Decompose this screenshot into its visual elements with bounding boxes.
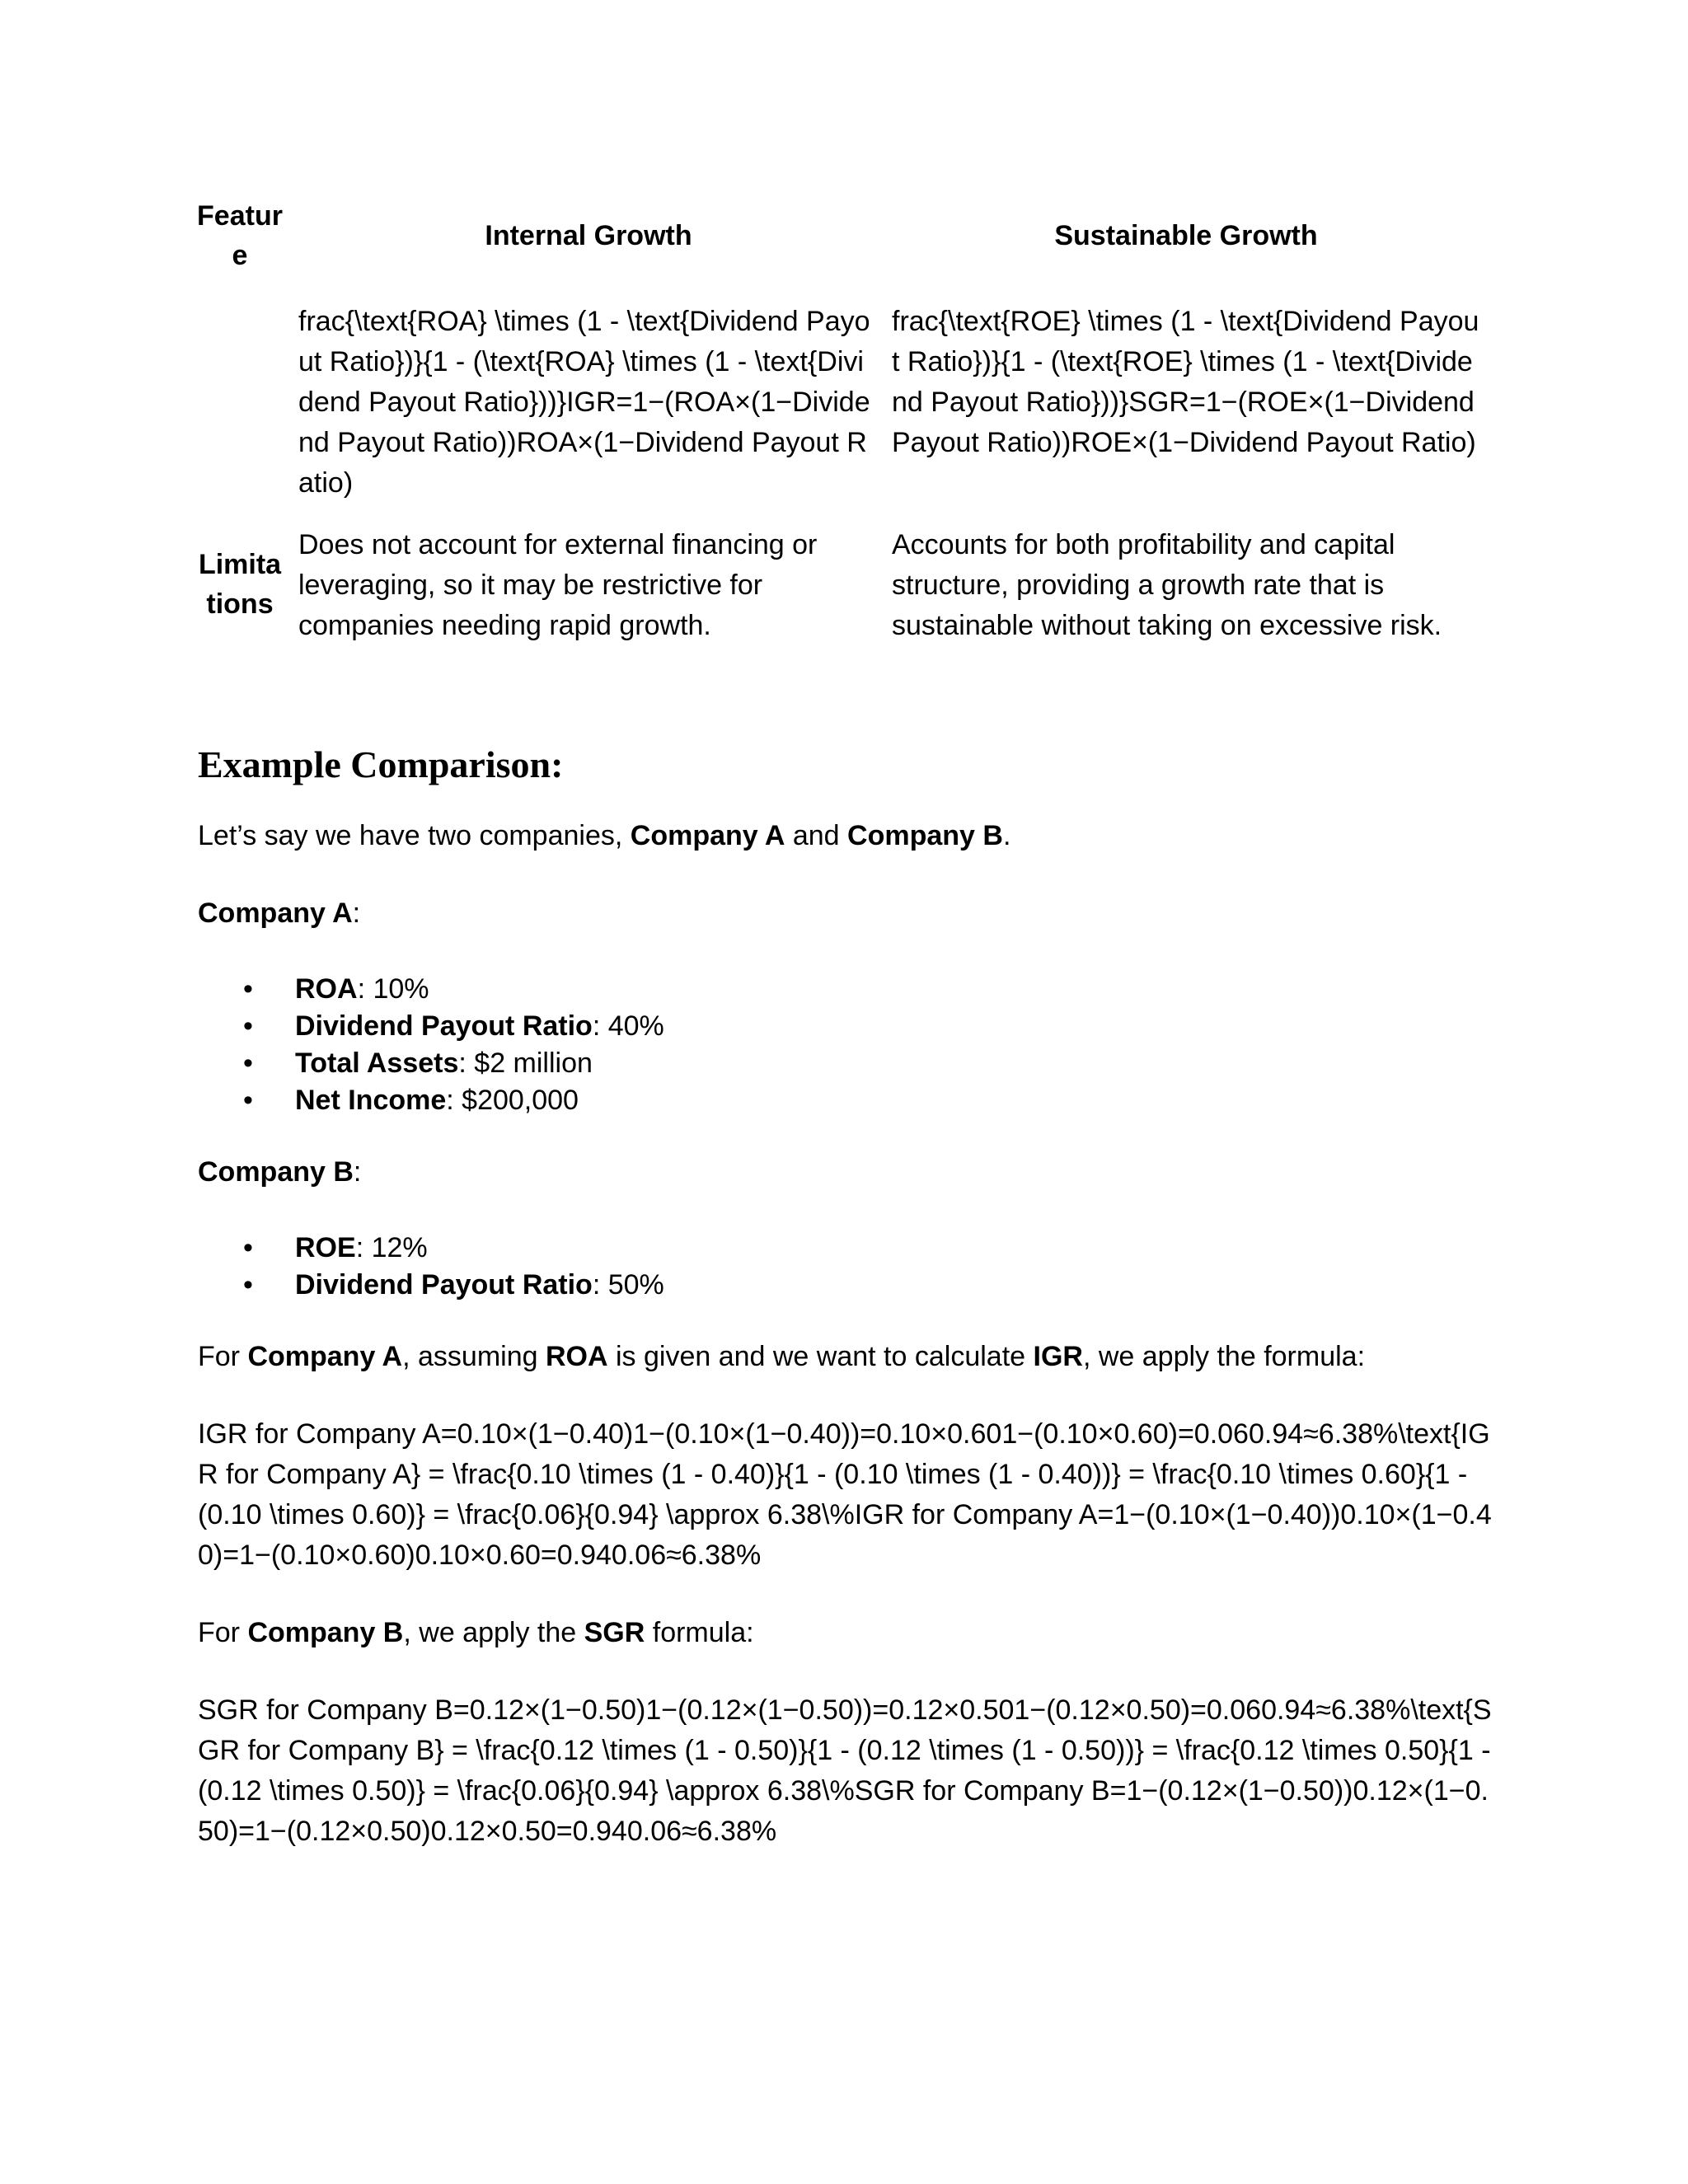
company-b-list — [198, 1230, 1492, 1304]
bullet-icon: • — [243, 1047, 253, 1079]
igr-intro-igr: IGR — [1033, 1341, 1083, 1372]
list-item — [198, 1008, 1492, 1045]
header-sustainable-growth: Sustainable Growth — [1054, 220, 1318, 251]
item-key: ROA — [295, 973, 358, 1005]
igr-intro-company: Company A — [247, 1341, 403, 1372]
company-b-title: Company B — [198, 1156, 354, 1188]
list-item — [198, 971, 1492, 1008]
bullet-icon: • — [243, 1269, 253, 1301]
bullet-icon: • — [243, 1010, 253, 1042]
item-value: : 12% — [355, 1232, 428, 1263]
example-section — [198, 738, 1492, 1889]
intro-text-pre: Let’s say we have two companies, — [198, 820, 631, 851]
intro-text-post: . — [1002, 820, 1011, 851]
internal-growth-formula — [285, 302, 879, 504]
bullet-icon: • — [243, 973, 253, 1005]
item-value: : $200,000 — [446, 1085, 579, 1116]
company-a-title: Company A — [198, 898, 353, 929]
igr-intro-text: is given and we want to calculate — [607, 1341, 1034, 1372]
item-value: : 10% — [357, 973, 429, 1005]
sgr-intro-text: formula: — [645, 1617, 754, 1648]
item-value: : 50% — [592, 1269, 664, 1301]
sgr-intro-text: , we apply the — [403, 1617, 584, 1648]
internal-growth-limitations: Does not account for external financing or leveraging, so it may be restrictive for companies needing rapid growth. — [298, 529, 818, 641]
sgr-intro-sgr: SGR — [584, 1617, 645, 1648]
sgr-intro-company: Company B — [247, 1617, 404, 1648]
header-feature: Feature — [197, 200, 283, 271]
sgr-intro-paragraph — [198, 1613, 1492, 1653]
table-row-formula — [195, 302, 1480, 504]
item-key: Net Income — [295, 1085, 447, 1116]
list-item — [198, 1230, 1492, 1267]
sgr-intro-text: For — [198, 1617, 248, 1648]
comparison-table — [195, 196, 1480, 646]
item-key: ROE — [295, 1232, 356, 1263]
company-a-list — [198, 971, 1492, 1119]
company-b-colon: : — [353, 1156, 362, 1188]
intro-company-b: Company B — [847, 820, 1003, 851]
table-row-limitations — [195, 525, 1480, 646]
item-value: : $2 million — [458, 1047, 593, 1079]
section-heading: Example Comparison: — [198, 743, 564, 785]
igr-intro-text: , assuming — [402, 1341, 546, 1372]
item-key: Dividend Payout Ratio — [295, 1010, 593, 1042]
company-a-colon: : — [352, 898, 361, 929]
bullet-icon: • — [243, 1085, 253, 1116]
item-key: Dividend Payout Ratio — [295, 1269, 593, 1301]
intro-text-mid: and — [785, 820, 848, 851]
igr-formula: IGR for Company A=0.10×(1−0.40)1−(0.10×(1−0.40))=0.10×0.601−(0.10×0.60)=0.060.94≈6.38%\text{IGR for Company A} = \frac{0.10 \times (1 - 0.40)}{1 - (0.10 \times (1 - 0.40))} = \frac{0.10 \times 0.60}{1 - (0.10 \times 0.60)} = \frac{0.06}{0.94} \approx 6.38\%IGR for Company A=1−(0.10×(1−0.40))0.10×(1−0.40)=1−(0.10×0.60)0.10×0.60=0.940.06≈6.38% — [198, 1418, 1492, 1571]
igr-intro-text: , we apply the formula: — [1082, 1341, 1366, 1372]
intro-company-a: Company A — [630, 820, 785, 851]
sustainable-growth-limitations: Accounts for both profitability and capital structure, providing a growth rate that is sustainable without taking on excessive risk. — [892, 529, 1442, 641]
list-item — [198, 1082, 1492, 1119]
sgr-formula: SGR for Company B=0.12×(1−0.50)1−(0.12×(1−0.50))=0.12×0.501−(0.12×0.50)=0.060.94≈6.38%\text{SGR for Company B} = \frac{0.12 \times (1 - 0.50)}{1 - (0.12 \times (1 - 0.50))} = \frac{0.12 \times 0.50}{1 - (0.12 \times 0.50)} = \frac{0.06}{0.94} \approx 6.38\%SGR for Company B=1−(0.12×(1−0.50))0.12×(1−0.50)=1−(0.12×0.50)0.12×0.50=0.940.06≈6.38% — [198, 1694, 1492, 1847]
igr-intro-roa: ROA — [545, 1341, 608, 1372]
internal-growth-formula-text: frac{\text{ROA} \times (1 - \text{Dividend Payout Ratio})}{1 - (\text{ROA} \times (1 - \text{Dividend Payout Ratio}))}IGR=1−(ROA×(1−Dividend Payout Ratio))ROA×(1−Dividend Payout Ratio) — [298, 306, 870, 499]
list-item — [198, 1267, 1492, 1304]
sustainable-growth-formula — [879, 302, 1480, 463]
igr-intro-text: For — [198, 1341, 248, 1372]
table-header-row — [195, 196, 1480, 275]
item-value: : 40% — [592, 1010, 664, 1042]
sustainable-growth-formula-text: frac{\text{ROE} \times (1 - \text{Dividend Payout Ratio})}{1 - (\text{ROE} \times (1 - \text{Dividend Payout Ratio}))}SGR=1−(ROE×(1−Dividend Payout Ratio))ROE×(1−Dividend Payout Ratio) — [892, 306, 1479, 458]
company-a-label — [198, 893, 1492, 934]
igr-intro-paragraph — [198, 1337, 1492, 1377]
header-internal-growth: Internal Growth — [485, 220, 692, 251]
bullet-icon: • — [243, 1232, 253, 1263]
list-item — [198, 1045, 1492, 1082]
company-b-label — [198, 1152, 1492, 1193]
item-key: Total Assets — [295, 1047, 459, 1079]
intro-paragraph — [198, 816, 1492, 856]
limitations-label: Limitations — [198, 549, 282, 620]
